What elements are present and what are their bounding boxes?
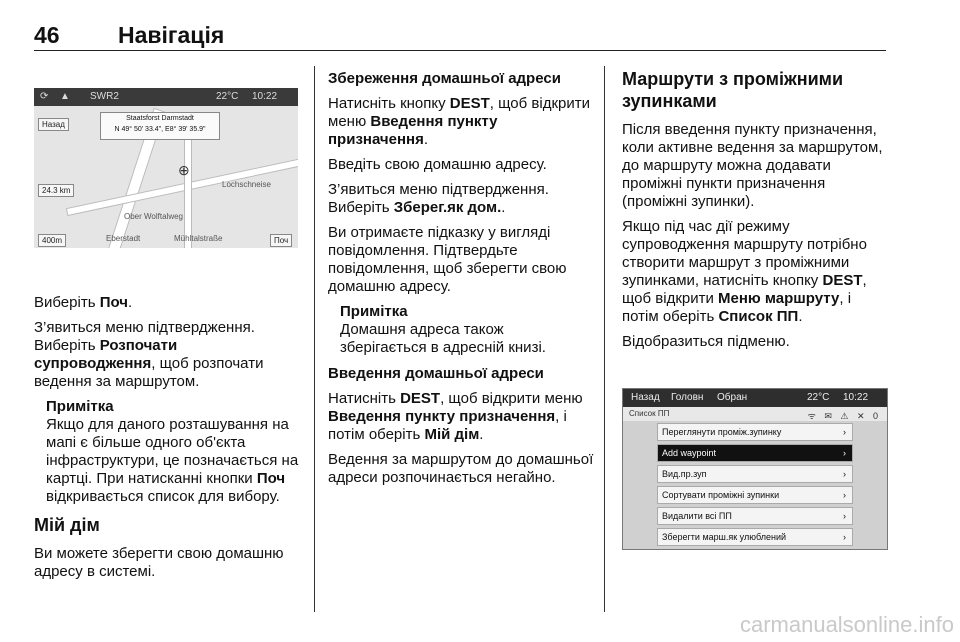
paragraph: Натисніть DEST, щоб відкрити меню Введення пункту призначення, і потім оберіть Мій дім.: [328, 390, 583, 443]
menu-item-sort-waypoints[interactable]: Сортувати проміжні зупинки ›: [657, 486, 853, 504]
map-street-label: Mühltalstraße: [174, 234, 223, 243]
map-street-label: Ober Wolftalweg: [124, 212, 183, 221]
refresh-icon[interactable]: ⟳: [40, 91, 49, 102]
subsection-heading: Збереження домашньої адреси: [328, 70, 561, 87]
chevron-right-icon: ›: [843, 427, 846, 437]
temperature: 22°C: [216, 91, 239, 102]
chevron-right-icon: ›: [843, 511, 846, 521]
menu-item-delete-waypoint[interactable]: Вид.пр.зуп ›: [657, 465, 853, 483]
note: [328, 303, 594, 357]
scale-button[interactable]: 400m: [38, 234, 66, 247]
menu-item-add-waypoint[interactable]: Add waypoint ›: [657, 444, 853, 462]
header-rule: [34, 50, 886, 51]
menu-item-save-favourite[interactable]: Зберегти марш.як улюблений ›: [657, 528, 853, 546]
column-divider-2: [604, 66, 605, 612]
note-text: Домашня адреса також зберігається в адресній книзі.: [340, 321, 546, 356]
distance-readout: 24.3 km: [38, 184, 74, 197]
watermark: carmanualsonline.info: [739, 612, 954, 637]
chevron-right-icon: ›: [843, 448, 846, 458]
paragraph: З’явиться меню підтвердження. Виберіть Зберег.як дом..: [328, 181, 549, 216]
map-place-label: Lochschneise: [222, 180, 271, 189]
paragraph: З’явиться меню підтвердження. Виберіть Розпочати супроводження, щоб розпочати ведення за маршрутом.: [34, 319, 264, 390]
note: [34, 398, 302, 506]
waypoint-menu-list: [657, 423, 853, 549]
note-title: Примітка: [46, 398, 114, 415]
page-number: 46: [34, 22, 60, 48]
back-button[interactable]: Назад: [38, 118, 69, 131]
location-name: Staatsforst Darmstadt: [126, 115, 194, 122]
clock: 10:22: [843, 392, 869, 403]
status-icons: ᯤ ✉ ⚠ ✕ 0: [807, 411, 881, 421]
paragraph: Натисніть кнопку DEST, щоб відкрити меню Введення пункту призначення.: [328, 95, 590, 148]
chevron-right-icon: ›: [843, 490, 846, 500]
waypoint-menu-screenshot: [622, 388, 888, 550]
navigation-map-screenshot: [34, 88, 298, 248]
crosshair-icon[interactable]: ⊕: [178, 162, 190, 178]
middle-column: [328, 70, 594, 494]
page-title: Навігація: [118, 22, 225, 48]
paragraph: Ви можете зберегти свою домашню адресу в системі.: [34, 545, 284, 580]
section-heading: Маршрути з проміжними зупинками: [622, 69, 844, 111]
alert-icon: ▲: [60, 91, 70, 102]
tab-back[interactable]: Назад: [631, 392, 660, 403]
menu-item-view-waypoint[interactable]: Переглянути проміж.зупинку ›: [657, 423, 853, 441]
map-status-bar: [34, 88, 298, 106]
note-text: Якщо для даного розташування на мапі є більше одного об'єкта інфраструктури, це позначається на картці. При натисканні кнопки Поч відкривається список для вибору.: [46, 416, 299, 505]
chevron-right-icon: ›: [843, 469, 846, 479]
tab-main[interactable]: Головн: [671, 392, 704, 403]
paragraph: Після введення пункту призначення, коли активне ведення за маршрутом, до маршруту можна додавати проміжні пункти призначення (проміжні зупинки).: [622, 121, 883, 210]
location-info-box: [100, 112, 220, 140]
chevron-right-icon: ›: [843, 532, 846, 542]
start-button[interactable]: Поч: [270, 234, 292, 247]
section-heading: Мій дім: [34, 515, 100, 535]
paragraph: Ведення за маршрутом до домашньої адреси розпочинається негайно.: [328, 451, 594, 486]
subsection-heading: Введення домашньої адреси: [328, 365, 544, 382]
location-coordinates: N 49° 50' 33.4", E8° 39' 35.9": [114, 126, 206, 133]
paragraph: Якщо під час дії режиму супроводження маршруту потрібно створити маршрут з проміжними зупинками, натисніть кнопку DEST, щоб відкрити Меню маршруту, і потім оберіть Список ПП.: [622, 218, 867, 325]
temperature: 22°C: [807, 392, 830, 403]
note-title: Примітка: [340, 303, 408, 320]
right-column: [622, 68, 890, 358]
clock: 10:22: [252, 91, 278, 102]
paragraph: Введіть свою домашню адресу.: [328, 156, 547, 173]
left-column: [34, 294, 302, 588]
page-header: [34, 22, 886, 52]
menu-top-bar: [623, 389, 887, 407]
paragraph: Виберіть Поч.: [34, 294, 133, 311]
menu-subtitle: Список ПП: [629, 409, 670, 418]
menu-subheader: [623, 407, 887, 421]
column-divider-1: [314, 66, 315, 612]
radio-station: SWR2: [90, 91, 119, 102]
map-street-label: Eberstadt: [106, 234, 141, 243]
tab-favourites[interactable]: Обран: [717, 392, 748, 403]
paragraph: Ви отримаєте підказку у вигляді повідомлення. Підтвердьте повідомлення, щоб зберегти свою домашню адресу.: [328, 224, 567, 295]
paragraph: Відобразиться підменю.: [622, 333, 790, 350]
menu-item-delete-all[interactable]: Видалити всі ПП ›: [657, 507, 853, 525]
